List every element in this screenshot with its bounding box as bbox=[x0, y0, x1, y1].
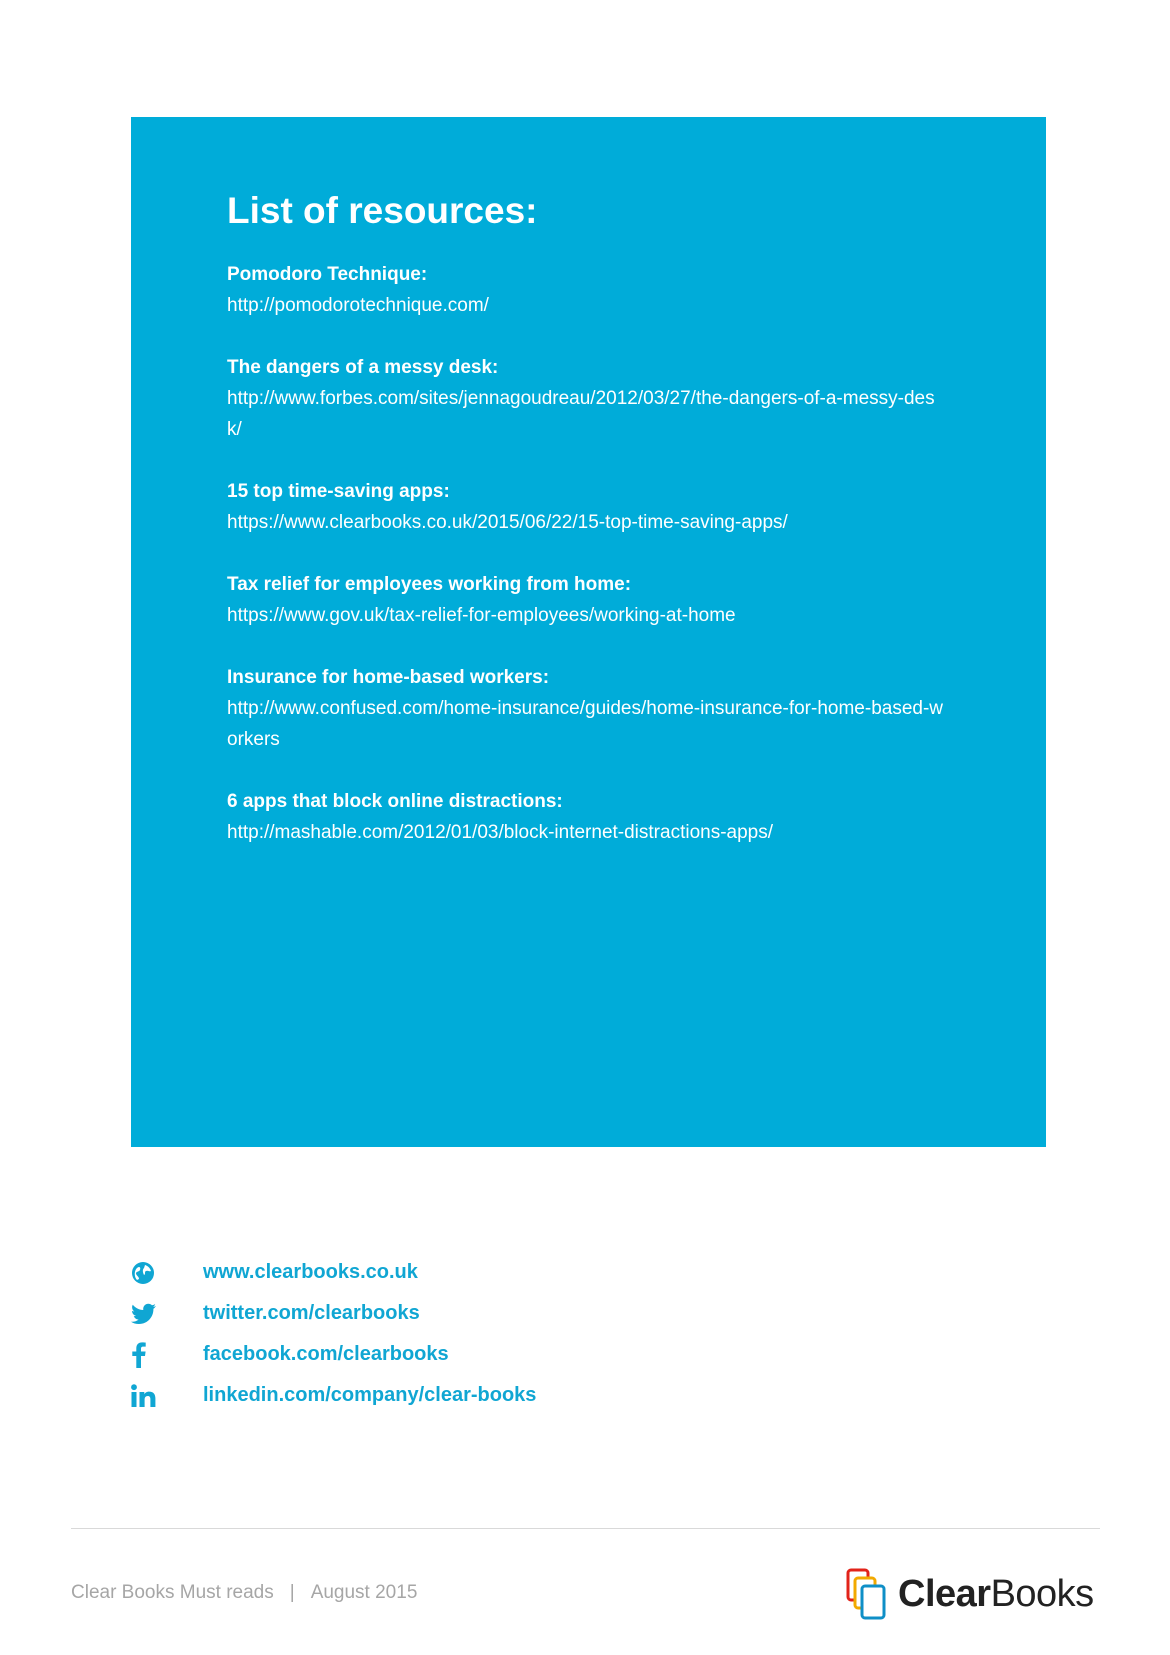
resource-title: Insurance for home-based workers: bbox=[227, 667, 550, 688]
logo-wordmark bbox=[898, 1573, 1094, 1616]
social-links bbox=[131, 1252, 536, 1416]
footer-separator: | bbox=[289, 1582, 295, 1603]
resource-item bbox=[227, 259, 947, 321]
link-text: linkedin.com/company/clear-books bbox=[203, 1384, 537, 1406]
link-text: facebook.com/clearbooks bbox=[203, 1343, 449, 1365]
linkedin-icon bbox=[131, 1381, 203, 1411]
resource-title: The dangers of a messy desk: bbox=[227, 357, 499, 378]
resource-title: 6 apps that block online distractions: bbox=[227, 791, 563, 812]
link-website[interactable] bbox=[131, 1252, 536, 1293]
clearbooks-logo[interactable] bbox=[846, 1568, 1094, 1620]
resources-content bbox=[227, 187, 947, 879]
footer-divider bbox=[71, 1528, 1100, 1529]
panel-title: List of resources: bbox=[227, 190, 538, 231]
resource-url[interactable]: http://www.confused.com/home-insurance/guides/home-insurance-for-home-based-workers bbox=[227, 698, 944, 750]
logo-word-clear: Clear bbox=[898, 1572, 991, 1615]
link-facebook[interactable] bbox=[131, 1334, 536, 1375]
resource-item bbox=[227, 352, 947, 445]
logo-word-books: Books bbox=[990, 1572, 1094, 1615]
twitter-icon bbox=[131, 1299, 203, 1329]
footer-caption bbox=[71, 1582, 417, 1604]
facebook-icon bbox=[131, 1340, 203, 1370]
resource-url[interactable]: https://www.gov.uk/tax-relief-for-employees/working-at-home bbox=[227, 605, 736, 626]
clearbooks-logo-mark bbox=[846, 1568, 890, 1620]
resource-title: Pomodoro Technique: bbox=[227, 264, 428, 285]
publication-name: Clear Books Must reads bbox=[71, 1582, 274, 1603]
link-text: www.clearbooks.co.uk bbox=[203, 1261, 418, 1283]
resource-url[interactable]: http://www.forbes.com/sites/jennagoudreau/2012/03/27/the-dangers-of-a-messy-desk/ bbox=[227, 388, 935, 440]
resource-url[interactable]: https://www.clearbooks.co.uk/2015/06/22/15-top-time-saving-apps/ bbox=[227, 512, 788, 533]
resource-item bbox=[227, 476, 947, 538]
link-linkedin[interactable] bbox=[131, 1375, 536, 1416]
resource-title: 15 top time-saving apps: bbox=[227, 481, 450, 502]
resource-title: Tax relief for employees working from home: bbox=[227, 574, 632, 595]
resource-item bbox=[227, 569, 947, 631]
link-text: twitter.com/clearbooks bbox=[203, 1302, 420, 1324]
resource-item bbox=[227, 662, 947, 755]
resource-url[interactable]: http://pomodorotechnique.com/ bbox=[227, 295, 489, 316]
resource-url[interactable]: http://mashable.com/2012/01/03/block-internet-distractions-apps/ bbox=[227, 822, 774, 843]
resource-item bbox=[227, 786, 947, 848]
globe-icon bbox=[131, 1258, 203, 1288]
link-twitter[interactable] bbox=[131, 1293, 536, 1334]
resources-panel bbox=[131, 117, 1046, 1147]
publication-date: August 2015 bbox=[310, 1582, 418, 1603]
